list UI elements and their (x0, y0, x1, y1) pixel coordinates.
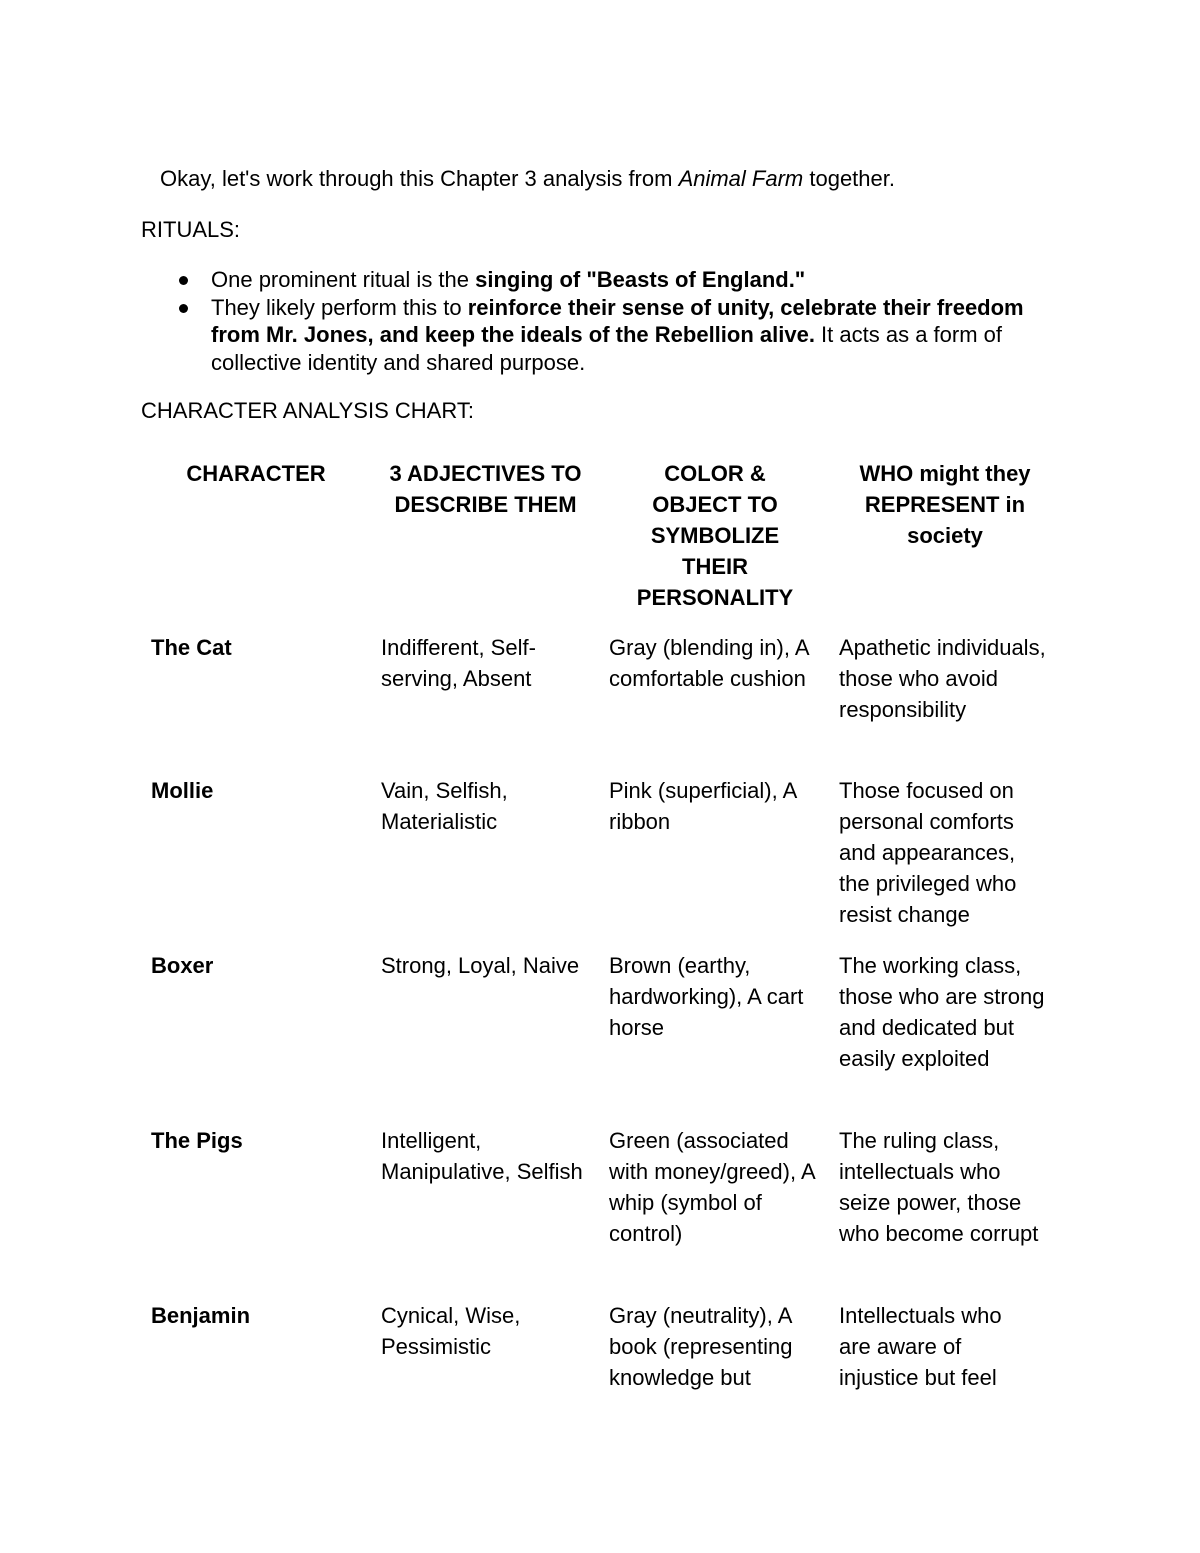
header-symbol: COLOR & OBJECT TO SYMBOLIZE THEIR PERSONALITY (636, 461, 794, 610)
rituals-list (176, 266, 1056, 376)
rituals-bullet-2 (176, 294, 1056, 377)
bullet-2-bold: reinforce their sense of unity, celebrate their freedom from Mr. Jones, and keep the ideals of the Rebellion alive. (211, 294, 1024, 347)
character-name: The Pigs (151, 1128, 243, 1153)
header-represents: WHO might they REPRESENT in society (859, 461, 1031, 548)
character-symbol: Gray (neutrality), A book (representing knowledge but (609, 1303, 793, 1390)
character-represents: Those focused on personal comforts and appearances, the privileged who resist change (839, 778, 1017, 927)
intro-text-before: Okay, let's work through this Chapter 3 analysis from (160, 166, 679, 191)
intro-paragraph (160, 165, 895, 193)
character-adjectives: Cynical, Wise, Pessimistic (381, 1303, 521, 1359)
character-adjectives: Strong, Loyal, Naive (381, 953, 580, 978)
bullet-1-bold: singing of "Beasts of England." (475, 267, 806, 292)
bullet-2-tail: It acts as a form of collective identity and shared purpose. (211, 322, 1003, 375)
character-represents: The ruling class, intellectuals who seize power, those who become corrupt (839, 1128, 1039, 1246)
character-symbol: Green (associated with money/greed), A whip (symbol of control) (609, 1128, 815, 1246)
character-represents: Intellectuals who are aware of injustice but feel (839, 1303, 1002, 1390)
character-adjectives: Indifferent, Self-serving, Absent (381, 635, 536, 691)
character-name: Mollie (151, 778, 214, 803)
chart-heading: CHARACTER ANALYSIS CHART: (141, 398, 474, 423)
rituals-heading: RITUALS: (141, 217, 241, 242)
character-name: The Cat (151, 635, 232, 660)
character-name: Benjamin (151, 1303, 251, 1328)
intro-text-after: together. (803, 166, 895, 191)
bullet-icon (179, 304, 188, 313)
character-symbol: Pink (superficial), A ribbon (609, 778, 797, 834)
character-symbol: Brown (earthy, hardworking), A cart horse (609, 953, 804, 1040)
rituals-bullet-1 (176, 266, 1056, 294)
bullet-icon (179, 276, 188, 285)
character-adjectives: Vain, Selfish, Materialistic (381, 778, 508, 834)
character-represents: The working class, those who are strong and dedicated but easily exploited (839, 953, 1045, 1071)
character-represents: Apathetic individuals, those who avoid responsibility (839, 635, 1046, 722)
bullet-1-text: One prominent ritual is the (211, 267, 476, 292)
book-title: Animal Farm (678, 166, 804, 191)
character-symbol: Gray (blending in), A comfortable cushion (609, 635, 809, 691)
header-adjectives: 3 ADJECTIVES TO DESCRIBE THEM (389, 461, 582, 517)
bullet-2-text: They likely perform this to (211, 294, 468, 320)
header-character: CHARACTER (186, 461, 326, 486)
character-name: Boxer (151, 953, 214, 978)
character-adjectives: Intelligent, Manipulative, Selfish (381, 1128, 583, 1184)
